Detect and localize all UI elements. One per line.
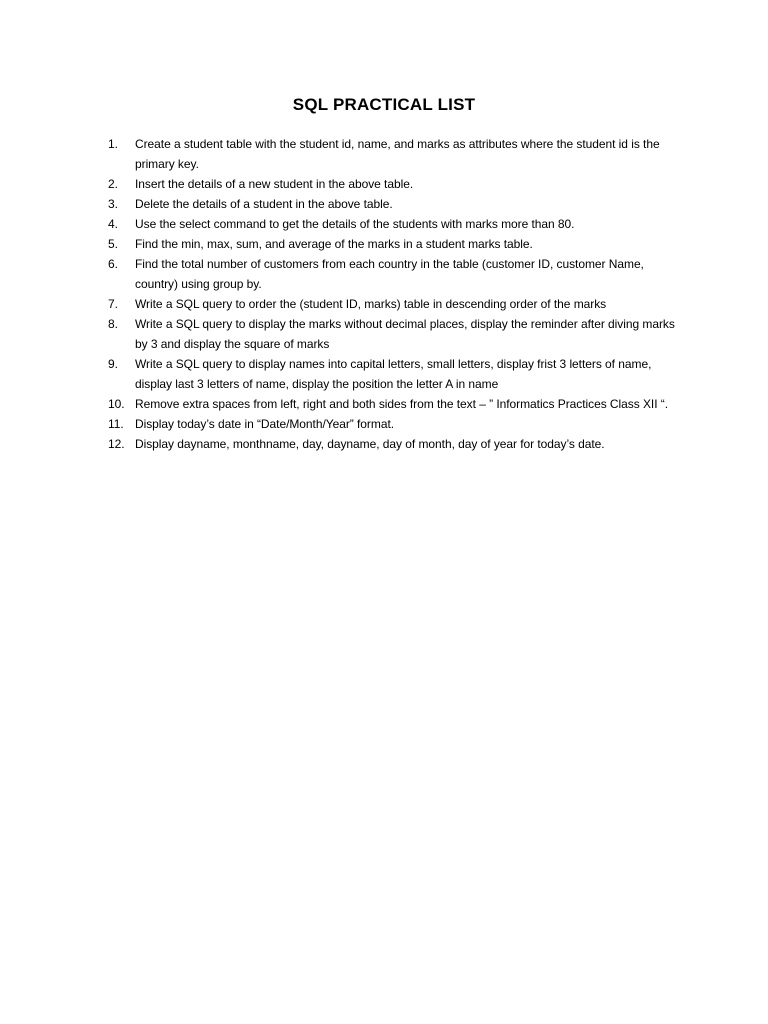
list-item bbox=[108, 174, 688, 194]
list-item-text: Remove extra spaces from left, right and both sides from the text – ” Informatics Practices Class XII “. bbox=[135, 397, 669, 411]
list-item-text: Write a SQL query to display names into capital letters, small letters, display frist 3 letters of name, display last 3 letters of name, display the position the letter A in name bbox=[135, 357, 652, 391]
list-item-text: Display today’s date in “Date/Month/Year” format. bbox=[135, 417, 395, 431]
list-item-number: 10. bbox=[108, 397, 125, 411]
list-item bbox=[108, 294, 688, 314]
list-item-number: 1. bbox=[108, 137, 118, 151]
list-item-number: 5. bbox=[108, 237, 118, 251]
list-item bbox=[108, 434, 688, 454]
list-item-number: 7. bbox=[108, 297, 118, 311]
list-item-text: Find the total number of customers from each country in the table (customer ID, customer Name, country) using group by. bbox=[135, 257, 644, 291]
list-item bbox=[108, 414, 688, 434]
list-item-text: Find the min, max, sum, and average of the marks in a student marks table. bbox=[135, 237, 533, 251]
list-item-text: Insert the details of a new student in the above table. bbox=[135, 177, 414, 191]
list-item-text: Display dayname, monthname, day, dayname, day of month, day of year for today’s date. bbox=[135, 437, 605, 451]
list-item-text: Use the select command to get the details of the students with marks more than 80. bbox=[135, 217, 575, 231]
list-item-number: 4. bbox=[108, 217, 118, 231]
list-item bbox=[108, 394, 688, 414]
list-item-text: Write a SQL query to order the (student ID, marks) table in descending order of the marks bbox=[135, 297, 607, 311]
list-item bbox=[108, 254, 688, 294]
list-item-text: Delete the details of a student in the above table. bbox=[135, 197, 393, 211]
list-item bbox=[108, 194, 688, 214]
list-item-number: 3. bbox=[108, 197, 118, 211]
list-item bbox=[108, 214, 688, 234]
list-item-number: 6. bbox=[108, 257, 118, 271]
list-item-number: 2. bbox=[108, 177, 118, 191]
list-item-number: 9. bbox=[108, 357, 118, 371]
list-item-text: Create a student table with the student id, name, and marks as attributes where the student id is the primary key. bbox=[135, 137, 660, 171]
list-item-number: 12. bbox=[108, 437, 125, 451]
list-item-number: 11. bbox=[108, 417, 124, 431]
list-item bbox=[108, 354, 688, 394]
list-item-text: Write a SQL query to display the marks without decimal places, display the reminder after diving marks by 3 and display the square of marks bbox=[135, 317, 675, 351]
list-item bbox=[108, 134, 688, 174]
practical-list bbox=[108, 134, 688, 454]
document-title: SQL PRACTICAL LIST bbox=[292, 95, 476, 114]
list-item-number: 8. bbox=[108, 317, 118, 331]
list-item bbox=[108, 234, 688, 254]
list-item bbox=[108, 314, 688, 354]
